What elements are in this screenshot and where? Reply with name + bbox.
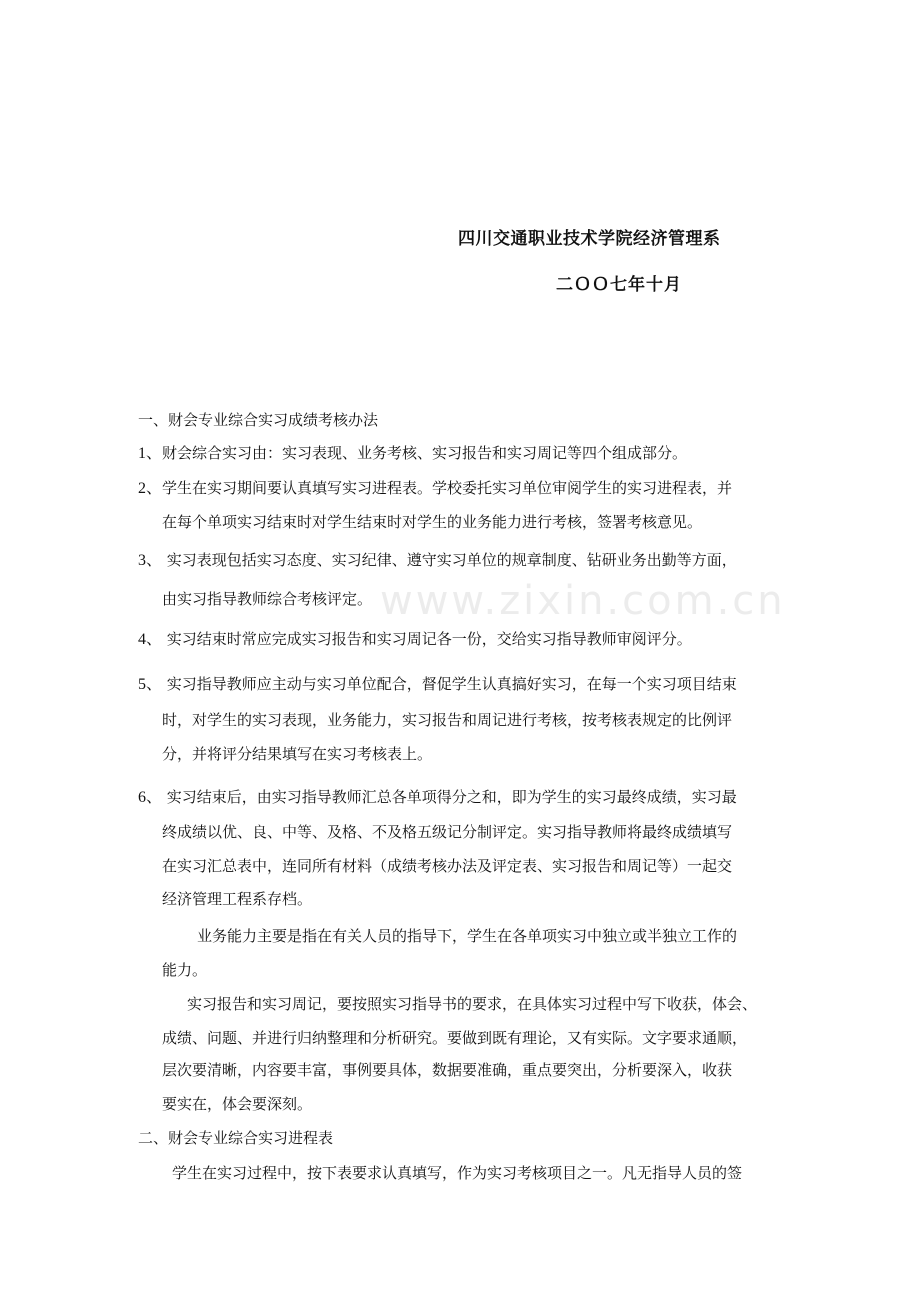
paragraph-report: 实习报告和实习周记，要按照实习指导书的要求，在具体实习过程中写下收获，体会、 (187, 995, 758, 1013)
item-text: 实习表现包括实习态度、实习纪律、遵守实习单位的规章制度、钻研业务出勤等方面， (166, 551, 737, 569)
list-item-4 (138, 630, 692, 649)
item-number: 3、 (138, 552, 163, 569)
item-text: 实习结束时常应完成实习报告和实习周记各一份，交给实习指导教师审阅评分。 (166, 630, 692, 648)
item-number: 1、 (138, 445, 163, 462)
item-text: 财会综合实习由：实习表现、业务考核、实习报告和实习周记等四个组成部分。 (162, 444, 688, 462)
paragraph-business-ability: 业务能力主要是指在有关人员的指导下，学生在各单项实习中独立或半独立工作的 (197, 927, 738, 945)
item-continuation: 时，对学生的实习表现，业务能力，实习报告和周记进行考核，按考核表规定的比例评 (162, 711, 733, 729)
section-2-paragraph: 学生在实习过程中，按下表要求认真填写，作为实习考核项目之一。凡无指导人员的签 (172, 1164, 743, 1182)
section-2-title: 二、财会专业综合实习进程表 (138, 1129, 334, 1147)
paragraph-continuation: 要实在，体会要深刻。 (162, 1095, 313, 1113)
item-text: 实习指导教师应主动与实习单位配合，督促学生认真搞好实习，在每一个实习项目结束 (166, 675, 737, 693)
item-number: 6、 (138, 789, 163, 806)
paragraph-continuation: 能力。 (162, 961, 208, 979)
item-continuation: 终成绩以优、良、中等、及格、不及格五级记分制评定。实习指导教师将最终成绩填写 (162, 823, 733, 841)
item-text: 实习结束后，由实习指导教师汇总各单项得分之和，即为学生的实习最终成绩，实习最 (166, 788, 737, 806)
section-1-title: 一、财会专业综合实习成绩考核办法 (138, 411, 379, 429)
organization-name: 四川交通职业技术学院经济管理系 (458, 229, 721, 249)
item-number: 5、 (138, 676, 163, 693)
item-continuation: 在实习汇总表中，连同所有材料（成绩考核办法及评定表、实习报告和周记等）一起交 (162, 857, 733, 875)
paragraph-continuation: 层次要清晰，内容要丰富，事例要具体，数据要准确，重点要突出，分析要深入，收获 (162, 1061, 733, 1079)
item-continuation: 由实习指导教师综合考核评定。 (162, 590, 373, 608)
item-continuation: 在每个单项实习结束时对学生结束时对学生的业务能力进行考核，签署考核意见。 (162, 513, 703, 531)
paragraph-continuation: 成绩、问题、并进行归纳整理和分析研究。要做到既有理论，又有实际。文字要求通顺， (162, 1029, 748, 1047)
list-item-6 (138, 788, 737, 807)
list-item-1 (138, 444, 687, 463)
list-item-5 (138, 675, 737, 694)
list-item-2 (138, 479, 732, 498)
document-date: 二ＯＯ七年十月 (556, 275, 682, 295)
list-item-3 (138, 551, 737, 570)
item-text: 学生在实习期间要认真填写实习进程表。学校委托实习单位审阅学生的实习进程表，并 (162, 479, 733, 497)
item-continuation: 分，并将评分结果填写在实习考核表上。 (162, 745, 433, 763)
item-continuation: 经济管理工程系存档。 (162, 890, 313, 908)
item-number: 2、 (138, 480, 163, 497)
item-number: 4、 (138, 631, 163, 648)
watermark: www.zixin.com.cn (380, 578, 786, 624)
